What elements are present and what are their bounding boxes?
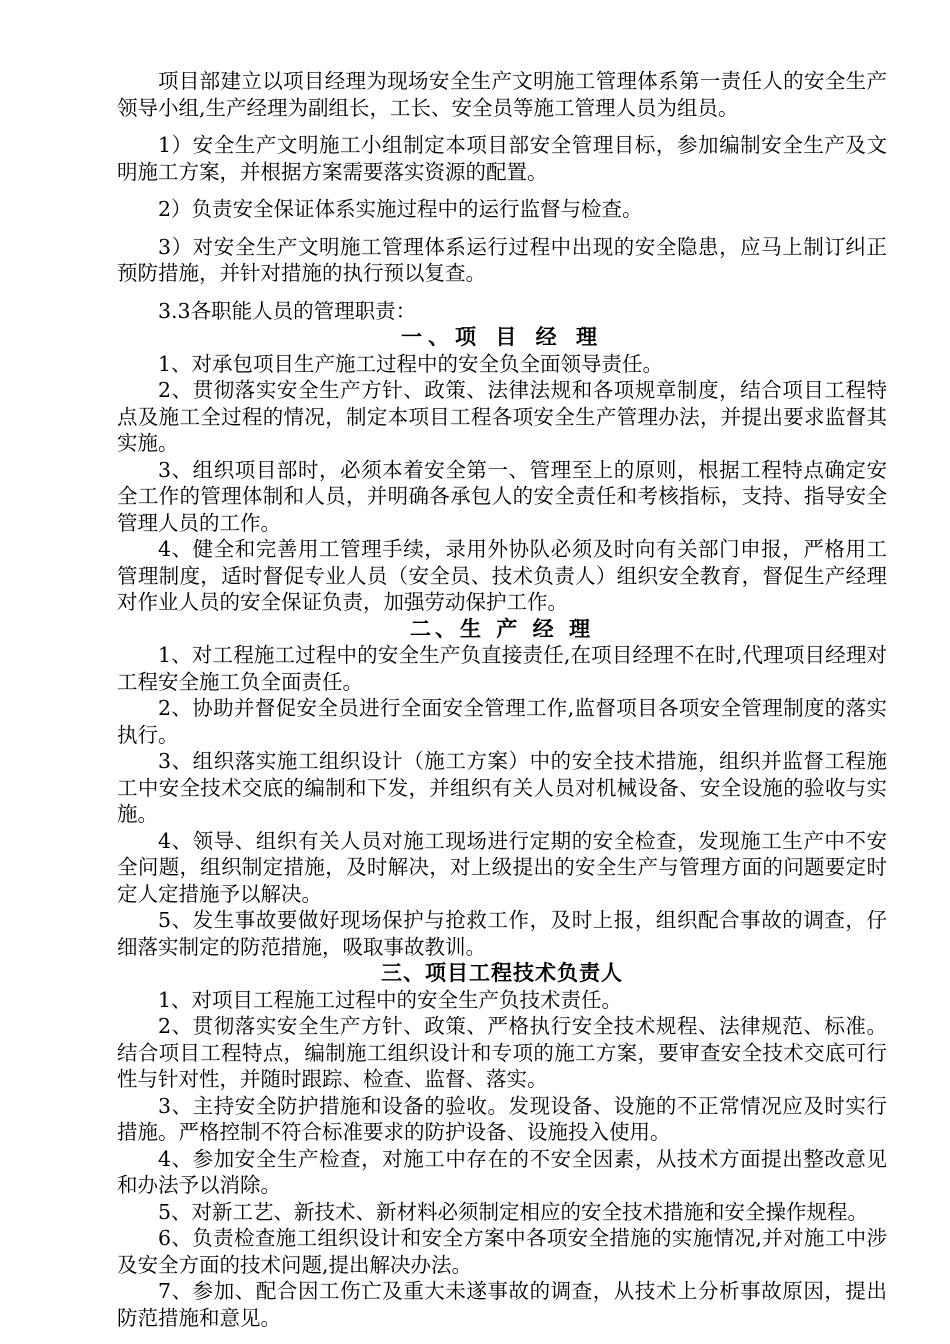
intro-paragraph: 项目部建立以项目经理为现场安全生产文明施工管理体系第一责任人的安全生产领导小组,生产经理为副组长，工长、安全员等施工管理人员为组员。: [117, 69, 887, 120]
section-heading-production-manager: 二、生 产 经 理: [410, 615, 594, 641]
duty-item: 4、参加安全生产检查，对施工中存在的不安全因素，从技术方面提出整改意见和办法予以消除。: [117, 1146, 887, 1197]
duty-item: 5、发生事故要做好现场保护与抢救工作，及时上报，组织配合事故的调查，仔细落实制定的防范措施，吸取事故教训。: [117, 908, 887, 959]
duty-item: 5、对新工艺、新技术、新材料必须制定相应的安全技术措施和安全操作规程。: [158, 1199, 869, 1224]
duty-item: 7、参加、配合因工伤亡及重大未遂事故的调查，从技术上分析事故原因，提出防范措施和意见。: [117, 1279, 887, 1330]
duty-item: 1、对项目工程施工过程中的安全生产负技术责任。: [158, 987, 623, 1012]
document-page: [117, 68, 887, 1331]
duty-item: 1、对承包项目生产施工过程中的安全负全面领导责任。: [158, 351, 664, 376]
intro-item: 2）负责安全保证体系实施过程中的运行监督与检查。: [158, 197, 643, 221]
duty-item: 1、对工程施工过程中的安全生产负直接责任,在项目经理不在时,代理项目经理对工程安全施工负全面责任。: [117, 643, 887, 694]
section-heading-technical-lead: 三、项目工程技术负责人: [381, 960, 623, 985]
duty-item: 3、组织项目部时，必须本着安全第一、管理至上的原则，根据工程特点确定安全工作的管理体制和人员，并明确各承包人的安全责任和考核指标，支持、指导安全管理人员的工作。: [117, 457, 887, 535]
duty-item: 2、贯彻落实安全生产方针、政策、法律法规和各项规章制度，结合项目工程特点及施工全过程的情况，制定本项目工程各项安全生产管理办法，并提出要求监督其实施。: [117, 378, 887, 455]
intro-item: 1）安全生产文明施工小组制定本项目部安全管理目标，参加编制安全生产及文明施工方案，并根据方案需要落实资源的配置。: [117, 133, 887, 184]
duty-item: 3、主持安全防护措施和设备的验收。发现设备、设施的不正常情况应及时实行措施。严格控制不符合标准要求的防护设备、设施投入使用。: [117, 1093, 887, 1144]
duty-item: 4、健全和完善用工管理手续，录用外协队必须及时向有关部门申报，严格用工管理制度，适时督促专业人员（安全员、技术负责人）组织安全教育，督促生产经理对作业人员的安全保证负责，加强劳动保护工作。: [117, 537, 887, 614]
section-lead: 3.3各职能人员的管理职责：: [158, 298, 417, 323]
intro-item: 3）对安全生产文明施工管理体系运行过程中出现的安全隐患，应马上制订纠正预防措施，并针对措施的执行预以复查。: [117, 234, 887, 285]
duty-item: 2、协助并督促安全员进行全面安全管理工作,监督项目各项安全管理制度的落实执行。: [117, 696, 887, 747]
duty-item: 2、贯彻落实安全生产方针、政策、严格执行安全技术规程、法律规范、标准。结合项目工程特点，编制施工组织设计和专项的施工方案，要审查安全技术交底可行性与针对性，并随时跟踪、检查、监督、落实。: [117, 1014, 887, 1091]
duty-item: 4、领导、组织有关人员对施工现场进行定期的安全检查，发现施工生产中不安全问题，组织制定措施，及时解决，对上级提出的安全生产与管理方面的问题要定时定人定措施予以解决。: [117, 828, 887, 906]
duty-item: 3、组织落实施工组织设计（施工方案）中的安全技术措施，组织并监督工程施工中安全技术交底的编制和下发，并组织有关人员对机械设备、安全设施的验收与实施。: [117, 749, 887, 826]
duty-item: 6、负责检查施工组织设计和安全方案中各项安全措施的实施情况,并对施工中涉及安全方面的技术问题,提出解决办法。: [117, 1226, 887, 1277]
section-heading-project-manager: 一、项 目 经 理: [401, 324, 603, 349]
